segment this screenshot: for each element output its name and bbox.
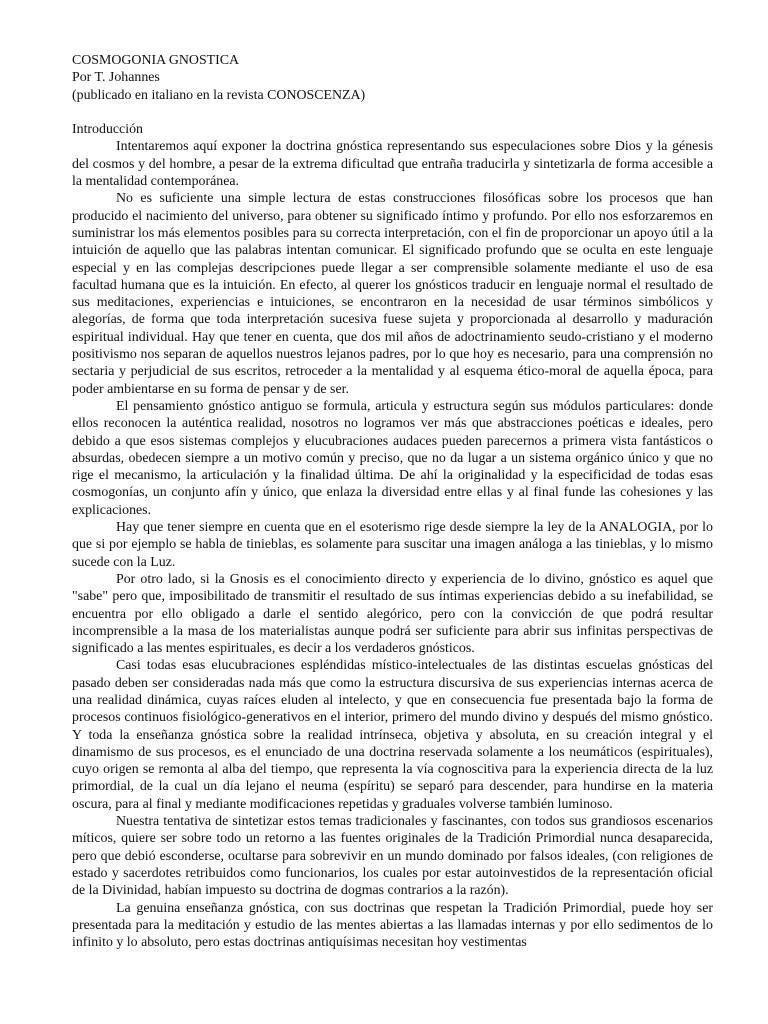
paragraph: Intentaremos aquí exponer la doctrina gnóstica representando sus especulaciones sobre Dios y la génesis del cosmos y del hombre, a pesar de la extrema dificultad que entraña traducirla y sintetizarla de forma accesible a la mentalidad contemporánea. <box>72 139 713 190</box>
paragraph: Hay que tener siempre en cuenta que en el esoterismo rige desde siempre la ley de la ANALOGIA, por lo que si por ejemplo se habla de tinieblas, es solamente para suscitar una imagen análoga a las tinieblas, y lo mismo sucede con la Luz. <box>72 520 713 570</box>
paragraph: Por otro lado, si la Gnosis es el conocimiento directo y experiencia de lo divino, gnóstico es aquel que "sabe" pero que, imposibilitado de transmitir el resultado de sus íntimas experiencias debido a su inefabilidad, se encuentra por ello obligado a darle el sentido alegórico, pero con la convicción de que podrá resultar incomprensible a la masa de los materialistas aunque podrá ser suficiente para abrir sus infinitas perspectivas de significado a las mentes espirituales, es decir a los verdaderos gnósticos. <box>72 571 713 657</box>
blank-line <box>72 104 713 121</box>
paragraph: La genuina enseñanza gnóstica, con sus doctrinas que respetan la Tradición Primordial, puede hoy ser presentada para la meditación y estudio de las mentes abiertas a las llamadas internas y por ello sedimentos de lo infinito y lo absoluto, pero estas doctrinas antiquísimas necesitan hoy vestimentas <box>72 900 713 951</box>
paragraph: Casi todas esas elucubraciones espléndidas místico-intelectuales de las distintas escuelas gnósticas del pasado deben ser consideradas nada más que como la estructura discursiva de sus experiencias internas acerca de una realidad dinámica, cuyas raíces eluden al intelecto, y que en consecuencia fue presentada bajo la forma de procesos continuos fisiológico-generativos en el interior, primero del mundo divino y después del mismo gnóstico. Y toda la enseñanza gnóstica sobre la realidad intrínseca, objetiva y absoluta, en su creación integral y el dinamismo de sus procesos, es el enunciado de una doctrina reservada solamente a los neumáticos (espirituales), cuyo origen se remonta al alba del tiempo, que representa la vía cognoscitiva para la experiencia directa de la luz primordial, de la cual un día lejano el neuma (espíritu) se separó para descender, para hundirse en la materia oscura, para al final y mediante modificaciones repetidas y graduales volverse también luminoso. <box>72 658 713 812</box>
publication-note: (publicado en italiano en la revista CONOSCENZA) <box>72 87 366 103</box>
document-author: Por T. Johannes <box>72 70 160 86</box>
document-page <box>72 52 713 951</box>
paragraph: No es suficiente una simple lectura de estas construcciones filosóficas sobre los procesos que han producido el nacimiento del universo, para obtener su significado íntimo y profundo. Por ello nos esforzaremos en suministrar los más elementos posibles para su correcta interpretación, con el fin de proporcionar un apoyo útil a la intuición de aquello que las palabras intentan comunicar. El significado profundo que se oculta en este lenguaje especial y en las complejas descripciones puede llegar a ser comprensible solamente mediante el uso de esa facultad humana que es la intuición. En efecto, al querer los gnósticos traducir en lenguaje normal el resultado de sus meditaciones, experiencias e intuiciones, se encontraron en la necesidad de usar términos simbólicos y alegorías, de forma que toda interpretación sucesiva fuese sujeta y proporcionada al desarrollo y maduración espiritual individual. Hay que tener en cuenta, que dos mil años de adoctrinamiento seudo-cristiano y el moderno positivismo nos separan de aquellos nuestros lejanos padres, por lo que hoy es necesario, para una comprensión no sectaria y perjudicial de sus escritos, retroceder a la mentalidad y al esquema ético-moral de aquella época, para poder ambientarse en su forma de pensar y de ser. <box>72 191 713 397</box>
section-heading: Introducción <box>72 122 143 138</box>
document-title: COSMOGONIA GNOSTICA <box>72 53 240 68</box>
paragraph: Nuestra tentativa de sintetizar estos temas tradicionales y fascinantes, con todos sus grandiosos escenarios míticos, quiere ser sobre todo un retorno a las fuentes originales de la Tradición Primordial nunca desaparecida, pero que debió esconderse, ocultarse para sobrevivir en un mundo dominado por falsos ideales, (con religiones de estado y sacerdotes retribuidos como funcionarios, los cuales por estar autoinvestidos de la representación oficial de la Divinidad, habían impuesto su doctrina de dogmas contrarios a la razón). <box>72 814 713 899</box>
paragraph: El pensamiento gnóstico antiguo se formula, articula y estructura según sus módulos particulares: donde ellos reconocen la auténtica realidad, nosotros no logramos ver más que abstracciones poéticas e ideales, pero debido a que esos sistemas complejos y elucubraciones audaces pueden parecernos a primera vista fantásticos o absurdas, obedecen siempre a un motivo común y preciso, que no da lugar a un sistema orgánico único y que no rige el mecanismo, la articulación y la finalidad última. De ahí la originalidad y la especificidad de todas esas cosmogonías, un conjunto afín y único, que enlaza la diversidad entre ellas y al final funde las cohesiones y las explicaciones. <box>72 398 713 518</box>
